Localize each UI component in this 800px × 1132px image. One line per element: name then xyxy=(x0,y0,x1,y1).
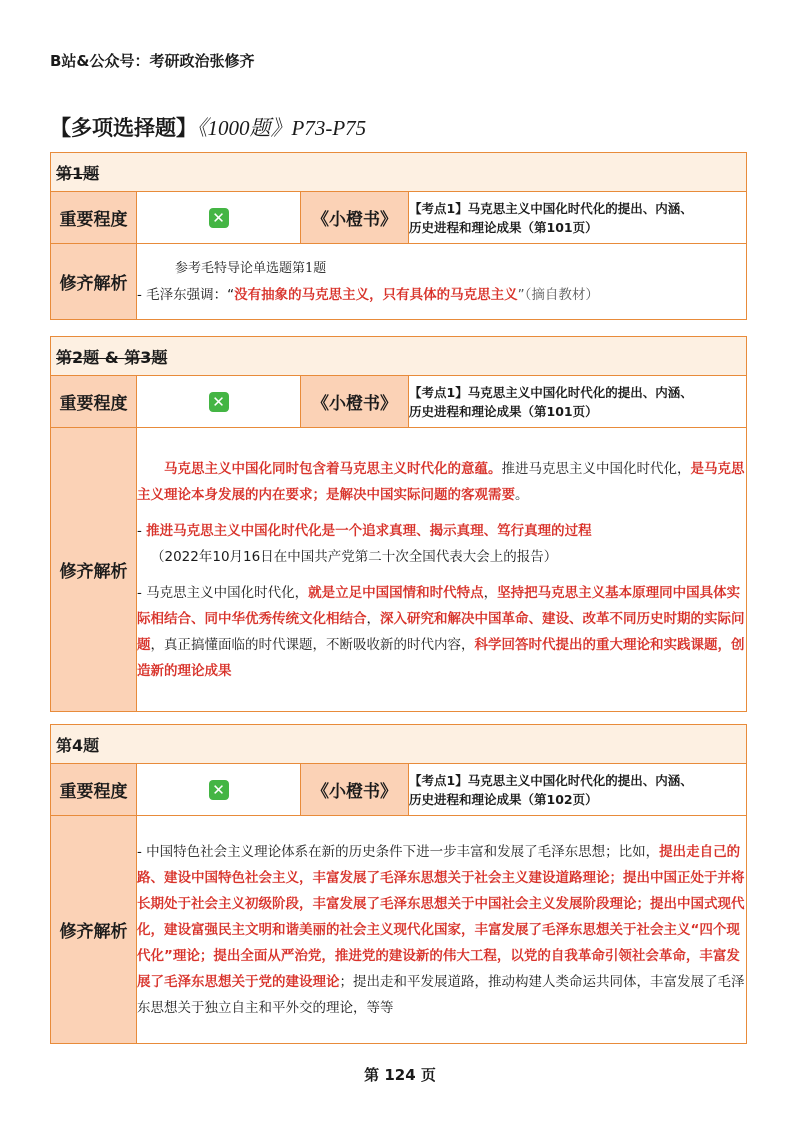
page-number: 第 124 页 xyxy=(364,1066,436,1084)
section-title xyxy=(50,112,366,142)
source-note: （2022年10月16日在中国共产党第二十次全国代表大会上的报告） xyxy=(151,548,558,565)
importance-mark xyxy=(137,764,301,816)
cross-mark-icon: ✕ xyxy=(209,208,229,228)
book-label: 《小橙书》 xyxy=(301,192,409,244)
question-1-analysis xyxy=(137,244,747,320)
question-2-3-analysis xyxy=(137,428,747,712)
analysis-bullet: - 马克思主义中国化时代化，就是立足中国国情和时代特点，坚持把马克思主义基本原理同中国具体实际相结合、同中华优秀传统文化相结合，深入研究和解决中国革命、建设、改革不同历史时期的实际问题，真正搞懂面临的时代课题，不断吸收新的时代内容，科学回答时代提出的重大理论和实践课题，创造新的理论成果 xyxy=(137,584,745,679)
section-reference: 《1000题》P73-P75 xyxy=(197,116,367,140)
question-4-title: 第4题 xyxy=(51,725,747,764)
analysis-label: 修齐解析 xyxy=(51,244,137,320)
importance-label: 重要程度 xyxy=(51,192,137,244)
exam-point: 【考点1】马克思主义中国化时代化的提出、内涵、 历史进程和理论成果（第101页） xyxy=(409,192,747,244)
section-type: 【多项选择题】 xyxy=(50,116,197,140)
analysis-label: 修齐解析 xyxy=(51,816,137,1044)
question-2-3-title: 第2题 & 第3题 xyxy=(51,337,747,376)
exam-point: 【考点1】马克思主义中国化时代化的提出、内涵、 历史进程和理论成果（第101页） xyxy=(409,376,747,428)
question-1-table xyxy=(50,152,747,320)
importance-label: 重要程度 xyxy=(51,376,137,428)
question-2-3-table xyxy=(50,336,747,712)
importance-label: 重要程度 xyxy=(51,764,137,816)
reference-note: 参考毛特导论单选题第1题 xyxy=(175,260,327,276)
source-header: B站&公众号：考研政治张修齐 xyxy=(50,52,255,70)
importance-mark xyxy=(137,192,301,244)
analysis-label: 修齐解析 xyxy=(51,428,137,712)
analysis-bullet: - 毛泽东强调：“没有抽象的马克思主义，只有具体的马克思主义”（摘自教材） xyxy=(137,286,599,303)
cross-mark-icon: ✕ xyxy=(209,780,229,800)
cross-mark-icon: ✕ xyxy=(209,392,229,412)
importance-mark xyxy=(137,376,301,428)
book-label: 《小橙书》 xyxy=(301,764,409,816)
analysis-paragraph: 马克思主义中国化同时包含着马克思主义时代化的意蕴。推进马克思主义中国化时代化，是马克思主义理论本身发展的内在要求；是解决中国实际问题的客观需要。 xyxy=(137,460,745,503)
exam-point: 【考点1】马克思主义中国化时代化的提出、内涵、 历史进程和理论成果（第102页） xyxy=(409,764,747,816)
question-1-title: 第1题 xyxy=(51,153,747,192)
question-4-analysis xyxy=(137,816,747,1044)
book-label: 《小橙书》 xyxy=(301,376,409,428)
question-4-table xyxy=(50,724,747,1044)
analysis-bullet: - 中国特色社会主义理论体系在新的历史条件下进一步丰富和发展了毛泽东思想；比如，提出走自己的路、建设中国特色社会主义，丰富发展了毛泽东思想关于社会主义建设道路理论；提出中国正处于并将长期处于社会主义初级阶段，丰富发展了毛泽东思想关于中国社会主义发展阶段理论；提出中国式现代化，建设富强民主文明和谐美丽的社会主义现代化国家，丰富发展了毛泽东思想关于社会主义“四个现代化”理论；提出全面从严治党，推进党的建设新的伟大工程，以党的自我革命引领社会革命，丰富发展了毛泽东思想关于党的建设理论；提出走和平发展道路，推动构建人类命运共同体，丰富发展了毛泽东思想关于独立自主和平外交的理论，等等 xyxy=(137,843,745,1016)
analysis-bullet: - 推进马克思主义中国化时代化是一个追求真理、揭示真理、笃行真理的过程 xyxy=(137,522,592,539)
